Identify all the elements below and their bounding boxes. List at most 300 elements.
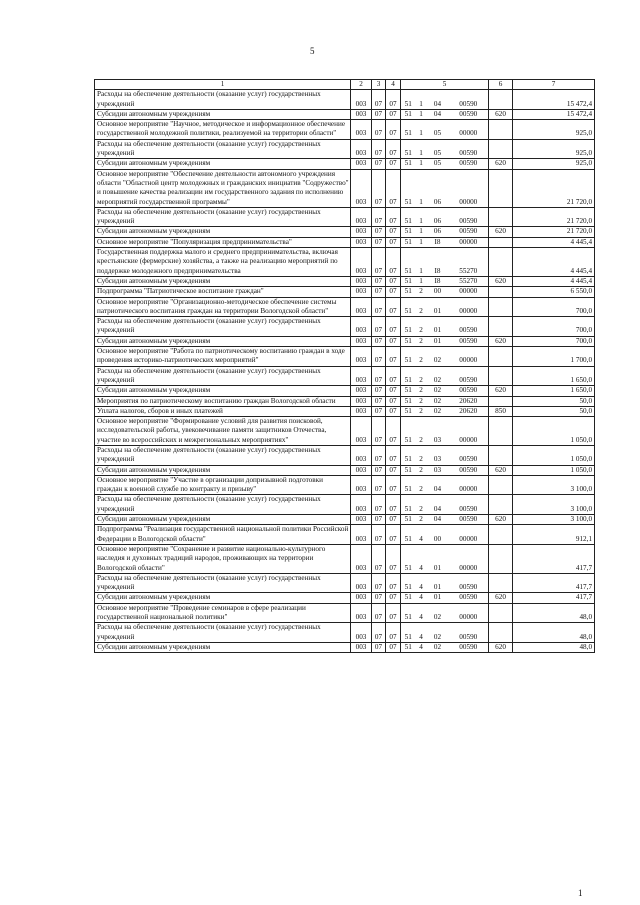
table-row [95, 603, 595, 623]
code-program: 51 [401, 248, 416, 277]
code-expense-type [489, 90, 513, 110]
code-subprogram: 1 [416, 90, 427, 110]
code-section: 07 [372, 396, 386, 406]
code-subprogram: 2 [416, 495, 427, 515]
header-cell-4: 4 [386, 80, 401, 90]
code-expense-type: 620 [489, 227, 513, 237]
code-program: 51 [401, 169, 416, 207]
code-event: 05 [427, 139, 449, 159]
code-expense-type [489, 445, 513, 465]
code-direction: 20620 [449, 396, 489, 406]
amount: 4 445,4 [513, 248, 595, 277]
code-program: 51 [401, 525, 416, 545]
row-name: Основное мероприятие "Работа по патриотическому воспитанию граждан в ходе проведения историко-патриотических мероприятий" [95, 347, 351, 367]
code-expense-type: 850 [489, 406, 513, 416]
code-section: 07 [372, 406, 386, 416]
code-direction: 00000 [449, 120, 489, 140]
code-subsection: 07 [386, 297, 401, 317]
header-cell-5: 5 [401, 80, 489, 90]
code-subprogram: 2 [416, 465, 427, 475]
code-subprogram: 2 [416, 336, 427, 346]
code-program: 51 [401, 120, 416, 140]
code-program: 51 [401, 445, 416, 465]
row-name: Мероприятия по патриотическому воспитанию граждан Вологодской области [95, 396, 351, 406]
table-row [95, 642, 595, 652]
code-subprogram: 4 [416, 573, 427, 593]
amount: 417,7 [513, 593, 595, 603]
code-direction: 00590 [449, 159, 489, 169]
code-event: 05 [427, 120, 449, 140]
code-subsection: 07 [386, 207, 401, 227]
table-row [95, 159, 595, 169]
amount: 3 100,0 [513, 515, 595, 525]
row-name: Расходы на обеспечение деятельности (оказание услуг) государственных учреждений [95, 573, 351, 593]
code-ministry: 003 [351, 139, 372, 159]
row-name: Уплата налогов, сборов и иных платежей [95, 406, 351, 416]
code-subprogram: 2 [416, 297, 427, 317]
row-name: Подпрограмма "Патриотическое воспитание граждан" [95, 287, 351, 297]
code-ministry: 003 [351, 237, 372, 247]
code-direction: 00590 [449, 317, 489, 337]
amount: 21 720,0 [513, 207, 595, 227]
code-program: 51 [401, 465, 416, 475]
code-program: 51 [401, 227, 416, 237]
table-row [95, 169, 595, 207]
table-row [95, 139, 595, 159]
code-section: 07 [372, 573, 386, 593]
code-subsection: 07 [386, 169, 401, 207]
code-ministry: 003 [351, 386, 372, 396]
table-row [95, 386, 595, 396]
code-program: 51 [401, 386, 416, 396]
amount: 50,0 [513, 396, 595, 406]
amount: 925,0 [513, 139, 595, 159]
code-direction: 00590 [449, 90, 489, 110]
code-subsection: 07 [386, 109, 401, 119]
code-ministry: 003 [351, 475, 372, 495]
code-section: 07 [372, 287, 386, 297]
code-ministry: 003 [351, 396, 372, 406]
row-name: Основное мероприятие "Обеспечение деятельности автономного учреждения области "Областной центр молодежных и гражданских инициатив "Содружество" и повышение качества реализации им государственного задания по исполнению мероприятий государственной программы" [95, 169, 351, 207]
code-program: 51 [401, 347, 416, 367]
row-name: Субсидии автономным учреждениям [95, 465, 351, 475]
code-section: 07 [372, 317, 386, 337]
table-row [95, 276, 595, 286]
code-ministry: 003 [351, 544, 372, 573]
row-name: Расходы на обеспечение деятельности (оказание услуг) государственных учреждений [95, 207, 351, 227]
code-direction: 00000 [449, 525, 489, 545]
row-name: Расходы на обеспечение деятельности (оказание услуг) государственных учреждений [95, 90, 351, 110]
code-event: 01 [427, 544, 449, 573]
code-section: 07 [372, 109, 386, 119]
code-expense-type [489, 544, 513, 573]
code-subprogram: 2 [416, 386, 427, 396]
code-ministry: 003 [351, 642, 372, 652]
code-event: 02 [427, 366, 449, 386]
code-expense-type: 620 [489, 386, 513, 396]
code-ministry: 003 [351, 593, 372, 603]
code-program: 51 [401, 336, 416, 346]
row-name: Расходы на обеспечение деятельности (оказание услуг) государственных учреждений [95, 317, 351, 337]
code-ministry: 003 [351, 603, 372, 623]
code-subsection: 07 [386, 366, 401, 386]
code-section: 07 [372, 593, 386, 603]
code-expense-type [489, 495, 513, 515]
code-program: 51 [401, 417, 416, 446]
row-name: Расходы на обеспечение деятельности (оказание услуг) государственных учреждений [95, 445, 351, 465]
table-row [95, 90, 595, 110]
code-direction: 00590 [449, 642, 489, 652]
code-subprogram: 1 [416, 237, 427, 247]
code-program: 51 [401, 287, 416, 297]
code-expense-type [489, 525, 513, 545]
code-subsection: 07 [386, 465, 401, 475]
amount: 48,0 [513, 603, 595, 623]
code-direction: 00590 [449, 227, 489, 237]
table-row [95, 207, 595, 227]
code-ministry: 003 [351, 109, 372, 119]
amount: 1 050,0 [513, 417, 595, 446]
table-row [95, 347, 595, 367]
code-subsection: 07 [386, 287, 401, 297]
code-event: 00 [427, 525, 449, 545]
code-section: 07 [372, 169, 386, 207]
row-name: Субсидии автономным учреждениям [95, 227, 351, 237]
code-direction: 00590 [449, 207, 489, 227]
code-event: 02 [427, 642, 449, 652]
code-program: 51 [401, 109, 416, 119]
table-row [95, 120, 595, 140]
amount: 1 700,0 [513, 347, 595, 367]
amount: 417,7 [513, 573, 595, 593]
code-subprogram: 4 [416, 593, 427, 603]
amount: 1 650,0 [513, 386, 595, 396]
amount: 15 472,4 [513, 109, 595, 119]
table-row [95, 248, 595, 277]
code-direction: 00000 [449, 237, 489, 247]
code-subprogram: 4 [416, 525, 427, 545]
code-subsection: 07 [386, 276, 401, 286]
code-direction: 00590 [449, 445, 489, 465]
code-expense-type [489, 475, 513, 495]
code-expense-type: 620 [489, 593, 513, 603]
amount: 3 100,0 [513, 495, 595, 515]
code-subprogram: 4 [416, 642, 427, 652]
page-number: 5 [310, 46, 315, 56]
code-event: 01 [427, 593, 449, 603]
code-program: 51 [401, 593, 416, 603]
code-ministry: 003 [351, 366, 372, 386]
code-subprogram: 2 [416, 396, 427, 406]
code-section: 07 [372, 90, 386, 110]
code-section: 07 [372, 475, 386, 495]
code-program: 51 [401, 207, 416, 227]
code-section: 07 [372, 297, 386, 317]
row-name: Расходы на обеспечение деятельности (оказание услуг) государственных учреждений [95, 139, 351, 159]
code-direction: 55270 [449, 248, 489, 277]
code-subsection: 07 [386, 248, 401, 277]
code-direction: 00590 [449, 593, 489, 603]
code-expense-type [489, 317, 513, 337]
code-section: 07 [372, 120, 386, 140]
code-section: 07 [372, 525, 386, 545]
code-direction: 00000 [449, 475, 489, 495]
code-expense-type [489, 573, 513, 593]
code-expense-type [489, 139, 513, 159]
code-section: 07 [372, 336, 386, 346]
row-name: Основное мероприятие "Проведение семинаров в сфере реализации государственной национальной политики" [95, 603, 351, 623]
row-name: Субсидии автономным учреждениям [95, 159, 351, 169]
table-row [95, 417, 595, 446]
table-row [95, 593, 595, 603]
code-direction: 00590 [449, 623, 489, 643]
code-direction: 00000 [449, 417, 489, 446]
code-direction: 00590 [449, 573, 489, 593]
code-direction: 00000 [449, 603, 489, 623]
budget-table [94, 79, 595, 653]
code-section: 07 [372, 276, 386, 286]
header-cell-3: 3 [372, 80, 386, 90]
amount: 21 720,0 [513, 169, 595, 207]
row-name: Государственная поддержка малого и среднего предпринимательства, включая крестьянские (фермерские) хозяйства, а также на реализацию мероприятий по поддержке молодежного предпринимательства [95, 248, 351, 277]
code-subprogram: 2 [416, 475, 427, 495]
code-ministry: 003 [351, 207, 372, 227]
code-subprogram: 2 [416, 515, 427, 525]
code-program: 51 [401, 237, 416, 247]
amount: 48,0 [513, 623, 595, 643]
row-name: Субсидии автономным учреждениям [95, 593, 351, 603]
code-expense-type: 620 [489, 276, 513, 286]
code-subprogram: 4 [416, 603, 427, 623]
row-name: Основное мероприятие "Научное, методическое и информационное обеспечение государственной молодежной политики, реализуемой на территории области" [95, 120, 351, 140]
code-event: 04 [427, 515, 449, 525]
code-section: 07 [372, 366, 386, 386]
code-expense-type [489, 347, 513, 367]
code-section: 07 [372, 603, 386, 623]
code-ministry: 003 [351, 297, 372, 317]
code-expense-type: 620 [489, 109, 513, 119]
code-subsection: 07 [386, 417, 401, 446]
code-program: 51 [401, 139, 416, 159]
code-subsection: 07 [386, 475, 401, 495]
code-section: 07 [372, 445, 386, 465]
row-name: Основное мероприятие "Популяризация предпринимательства" [95, 237, 351, 247]
table-row [95, 515, 595, 525]
code-section: 07 [372, 495, 386, 515]
code-subsection: 07 [386, 544, 401, 573]
code-subsection: 07 [386, 406, 401, 416]
code-event: 03 [427, 417, 449, 446]
code-section: 07 [372, 386, 386, 396]
table-row [95, 317, 595, 337]
code-ministry: 003 [351, 317, 372, 337]
header-cell-6: 6 [489, 80, 513, 90]
code-program: 51 [401, 623, 416, 643]
code-ministry: 003 [351, 417, 372, 446]
code-event: 01 [427, 573, 449, 593]
code-expense-type: 620 [489, 642, 513, 652]
code-expense-type: 620 [489, 515, 513, 525]
code-direction: 00590 [449, 366, 489, 386]
code-ministry: 003 [351, 515, 372, 525]
code-ministry: 003 [351, 120, 372, 140]
code-subprogram: 4 [416, 544, 427, 573]
code-expense-type: 620 [489, 465, 513, 475]
code-program: 51 [401, 90, 416, 110]
code-ministry: 003 [351, 445, 372, 465]
code-program: 51 [401, 276, 416, 286]
code-event: 04 [427, 495, 449, 515]
code-section: 07 [372, 465, 386, 475]
code-ministry: 003 [351, 287, 372, 297]
table-row [95, 544, 595, 573]
code-expense-type [489, 207, 513, 227]
code-program: 51 [401, 515, 416, 525]
code-expense-type [489, 396, 513, 406]
code-subprogram: 2 [416, 445, 427, 465]
code-subsection: 07 [386, 139, 401, 159]
code-subsection: 07 [386, 317, 401, 337]
code-program: 51 [401, 297, 416, 317]
code-program: 51 [401, 317, 416, 337]
code-subsection: 07 [386, 623, 401, 643]
code-subprogram: 1 [416, 207, 427, 227]
code-subprogram: 1 [416, 109, 427, 119]
amount: 1 050,0 [513, 445, 595, 465]
code-subsection: 07 [386, 396, 401, 406]
code-ministry: 003 [351, 573, 372, 593]
code-subsection: 07 [386, 386, 401, 396]
header-row [95, 80, 595, 90]
code-subsection: 07 [386, 515, 401, 525]
code-subsection: 07 [386, 603, 401, 623]
code-ministry: 003 [351, 495, 372, 515]
code-subsection: 07 [386, 237, 401, 247]
code-ministry: 003 [351, 406, 372, 416]
code-subprogram: 2 [416, 347, 427, 367]
code-event: 03 [427, 445, 449, 465]
code-expense-type [489, 366, 513, 386]
row-name: Расходы на обеспечение деятельности (оказание услуг) государственных учреждений [95, 495, 351, 515]
amount: 4 445,4 [513, 237, 595, 247]
code-event: 06 [427, 169, 449, 207]
code-direction: 00000 [449, 297, 489, 317]
table-row [95, 109, 595, 119]
code-event: 05 [427, 159, 449, 169]
code-direction: 00590 [449, 515, 489, 525]
code-section: 07 [372, 544, 386, 573]
code-expense-type [489, 169, 513, 207]
amount: 925,0 [513, 159, 595, 169]
code-subsection: 07 [386, 159, 401, 169]
code-subsection: 07 [386, 573, 401, 593]
row-name: Подпрограмма "Реализация государственной национальной политики Российской Федерации в Вологодской области" [95, 525, 351, 545]
code-subsection: 07 [386, 445, 401, 465]
code-subprogram: 1 [416, 248, 427, 277]
code-direction: 20620 [449, 406, 489, 416]
code-ministry: 003 [351, 623, 372, 643]
code-ministry: 003 [351, 159, 372, 169]
code-event: 01 [427, 336, 449, 346]
code-ministry: 003 [351, 336, 372, 346]
code-event: 02 [427, 603, 449, 623]
code-subprogram: 1 [416, 159, 427, 169]
code-event: I8 [427, 276, 449, 286]
table-row [95, 406, 595, 416]
code-section: 07 [372, 642, 386, 652]
code-event: 06 [427, 227, 449, 237]
amount: 417,7 [513, 544, 595, 573]
amount: 912,1 [513, 525, 595, 545]
code-expense-type [489, 603, 513, 623]
amount: 6 550,0 [513, 287, 595, 297]
code-subsection: 07 [386, 642, 401, 652]
code-program: 51 [401, 642, 416, 652]
code-event: 04 [427, 475, 449, 495]
code-event: 00 [427, 287, 449, 297]
row-name: Основное мероприятие "Участие в организации допризывной подготовки граждан к военной службе по контракту и призыву" [95, 475, 351, 495]
code-ministry: 003 [351, 276, 372, 286]
code-section: 07 [372, 248, 386, 277]
code-direction: 00590 [449, 336, 489, 346]
table-row [95, 366, 595, 386]
code-program: 51 [401, 544, 416, 573]
code-direction: 00000 [449, 544, 489, 573]
row-name: Основное мероприятие "Организационно-методическое обеспечение системы патриотического воспитания граждан на территории Вологодской области" [95, 297, 351, 317]
code-event: 06 [427, 207, 449, 227]
row-name: Субсидии автономным учреждениям [95, 642, 351, 652]
code-direction: 00590 [449, 109, 489, 119]
table-row [95, 623, 595, 643]
code-ministry: 003 [351, 248, 372, 277]
code-subsection: 07 [386, 227, 401, 237]
code-event: 02 [427, 347, 449, 367]
code-direction: 00590 [449, 139, 489, 159]
table-row [95, 287, 595, 297]
table-row [95, 227, 595, 237]
code-direction: 00000 [449, 169, 489, 207]
row-name: Субсидии автономным учреждениям [95, 515, 351, 525]
code-ministry: 003 [351, 169, 372, 207]
code-subsection: 07 [386, 525, 401, 545]
code-subprogram: 2 [416, 417, 427, 446]
row-name: Расходы на обеспечение деятельности (оказание услуг) государственных учреждений [95, 623, 351, 643]
code-direction: 00590 [449, 386, 489, 396]
row-name: Субсидии автономным учреждениям [95, 336, 351, 346]
code-section: 07 [372, 347, 386, 367]
code-section: 07 [372, 139, 386, 159]
code-section: 07 [372, 237, 386, 247]
code-event: 01 [427, 297, 449, 317]
code-direction: 00000 [449, 347, 489, 367]
code-ministry: 003 [351, 347, 372, 367]
header-cell-7: 7 [513, 80, 595, 90]
row-name: Субсидии автономным учреждениям [95, 386, 351, 396]
code-ministry: 003 [351, 90, 372, 110]
code-subprogram: 1 [416, 120, 427, 140]
row-name: Субсидии автономным учреждениям [95, 109, 351, 119]
code-expense-type [489, 297, 513, 317]
amount: 925,0 [513, 120, 595, 140]
code-program: 51 [401, 366, 416, 386]
code-section: 07 [372, 159, 386, 169]
code-expense-type: 620 [489, 336, 513, 346]
header-cell-1: 1 [95, 80, 351, 90]
code-program: 51 [401, 495, 416, 515]
code-event: 02 [427, 406, 449, 416]
code-event: 03 [427, 465, 449, 475]
amount: 50,0 [513, 406, 595, 416]
